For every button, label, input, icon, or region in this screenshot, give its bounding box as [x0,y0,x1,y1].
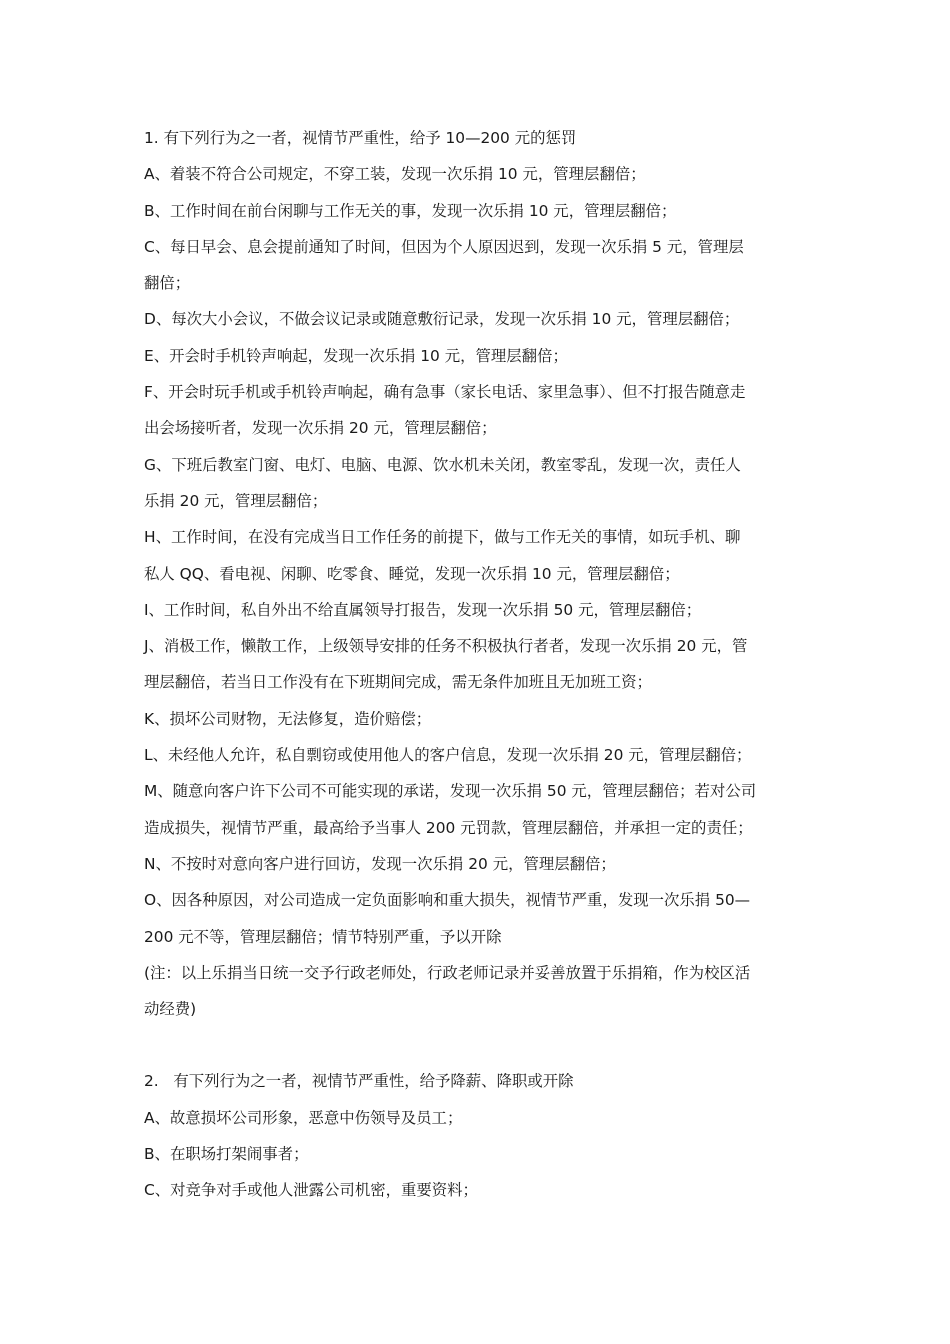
rule-j-line-2: 理层翻倍，若当日工作没有在下班期间完成，需无条件加班且无加班工资； [144,673,652,692]
rule-m-line-1: M、随意向客户许下公司不可能实现的承诺，发现一次乐捐 50 元，管理层翻倍；若对公司 [144,782,757,801]
document-body [144,120,812,1209]
rule-o-line-1: O、因各种原因，对公司造成一定负面影响和重大损失，视情节严重，发现一次乐捐 50— [144,891,751,910]
rule-l: L、未经他人允许，私自剽窃或使用他人的客户信息，发现一次乐捐 20 元，管理层翻倍； [144,746,752,765]
rule-k: K、损坏公司财物，无法修复，造价赔偿； [144,709,432,728]
rule-f-line-2: 出会场接听者，发现一次乐捐 20 元，管理层翻倍； [144,419,497,438]
rule-2-b: B、在职场打架闹事者； [144,1145,309,1164]
section-spacer [144,1027,812,1063]
section-1-heading: 1. 有下列行为之一者，视情节严重性，给予 10—200 元的惩罚 [144,129,577,147]
note-line-1: (注：以上乐捐当日统一交予行政老师处，行政老师记录并妥善放置于乐捐箱，作为校区活 [144,963,751,982]
rule-2-c: C、对竞争对手或他人泄露公司机密，重要资料； [144,1181,478,1200]
note-line-2: 动经费) [144,1000,197,1019]
rule-g-line-2: 乐捐 20 元，管理层翻倍； [144,491,328,510]
rule-d: D、每次大小会议，不做会议记录或随意敷衍记录，发现一次乐捐 10 元，管理层翻倍； [144,310,740,329]
rule-f-line-1: F、开会时玩手机或手机铃声响起，确有急事（家长电话、家里急事）、但不打报告随意走 [144,383,746,402]
rule-g-line-1: G、下班后教室门窗、电灯、电脑、电源、饮水机未关闭，教室零乱，发现一次，责任人 [144,455,741,474]
rule-i: I、工作时间，私自外出不给直属领导打报告，发现一次乐捐 50 元，管理层翻倍； [144,600,702,619]
rule-c-line-2: 翻倍； [144,274,191,293]
rule-e: E、开会时手机铃声响起，发现一次乐捐 10 元，管理层翻倍； [144,346,568,365]
section-2 [144,1063,812,1208]
rule-h-line-1: H、工作时间，在没有完成当日工作任务的前提下，做与工作无关的事情，如玩手机、聊 [144,528,741,547]
rule-b: B、工作时间在前台闲聊与工作无关的事，发现一次乐捐 10 元，管理层翻倍； [144,201,677,220]
section-1 [144,120,812,1027]
rule-a: A、着装不符合公司规定，不穿工装，发现一次乐捐 10 元，管理层翻倍； [144,165,646,184]
rule-h-line-2: 私人 QQ、看电视、闲聊、吃零食、睡觉，发现一次乐捐 10 元，管理层翻倍； [144,564,680,583]
section-2-heading: 2. 有下列行为之一者，视情节严重性，给予降薪、降职或开除 [144,1072,574,1091]
rule-m-line-2: 造成损失，视情节严重，最高给予当事人 200 元罚款，管理层翻倍，并承担一定的责任； [144,818,753,837]
rule-j-line-1: J、消极工作，懒散工作，上级领导安排的任务不积极执行者者，发现一次乐捐 20 元，管 [144,637,748,656]
rule-o-line-2: 200 元不等，管理层翻倍；情节特别严重，予以开除 [144,927,502,946]
rule-c-line-1: C、每日早会、息会提前通知了时间，但因为个人原因迟到，发现一次乐捐 5 元，管理层 [144,237,744,256]
rule-n: N、不按时对意向客户进行回访，发现一次乐捐 20 元，管理层翻倍； [144,854,616,873]
rule-2-a: A、故意损坏公司形象，恶意中伤领导及员工； [144,1108,463,1127]
